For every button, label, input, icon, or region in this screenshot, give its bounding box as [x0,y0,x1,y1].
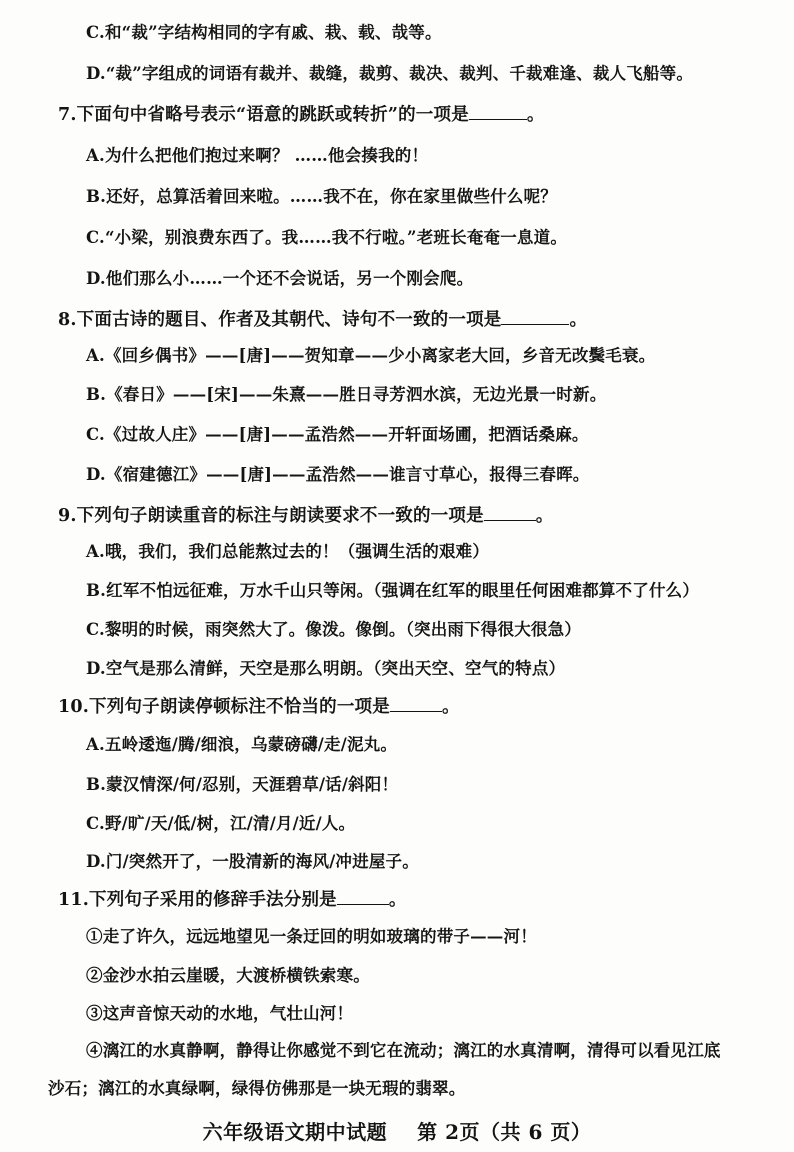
question-stem [58,695,460,718]
footer-title: 六年级语文期中试题 [202,1120,388,1144]
answer-line [86,384,606,406]
line-text: 9.下列句子朗读重音的标注与朗读要求不一致的一项是 [58,506,484,526]
line-text: D.他们那么小……一个还不会说话，另一个刚会爬。 [86,269,474,288]
answer-line [86,1003,353,1025]
line-text: ①走了许久，远远地望见一条迂回的明如玻璃的带子——河！ [86,927,537,946]
line-text: D.空气是那么清鲜，天空是那么明朗。（突出天空、空气的特点） [86,659,566,678]
line-text: D.“裁”字组成的词语有裁并、裁缝，裁剪、裁决、裁判、千裁难逢、裁人飞船等。 [86,64,694,83]
answer-line [86,424,589,446]
answer-line [86,63,693,85]
line-text: B.蒙汉情深/何/忍别，天涯碧草/话/斜阳！ [86,775,399,794]
page-footer [0,1116,794,1145]
answer-line [86,658,565,680]
line-text: A.哦，我们，我们总能熬过去的！（强调生活的艰难） [86,542,490,561]
answer-line [86,345,655,367]
answer-blank[interactable] [484,504,536,521]
line-text: B.还好，总算活着回来啦。……我不在，你在家里做些什么呢？ [86,187,557,206]
line-text: 11.下列句子采用的修辞手法分别是 [58,890,337,910]
line-text: B.红军不怕远征难，万水千山只等闲。（强调在红军的眼里任何困难都算不了什么） [86,581,700,600]
answer-line [86,186,557,208]
answer-line [86,145,428,167]
answer-line [86,619,581,641]
line-text: ④漓江的水真静啊，静得让你感觉不到它在流动；漓江的水真清啊，清得可以看见江底 [86,1041,721,1060]
answer-line [86,268,473,290]
question-stem [58,888,407,911]
line-tail: 。 [569,310,588,330]
answer-line [86,813,355,835]
line-text: 10.下列句子朗读停顿标注不恰当的一项是 [58,697,390,717]
answer-blank[interactable] [469,103,527,120]
answer-line [86,926,537,948]
answer-line [86,774,398,796]
answer-line [86,580,699,602]
answer-blank[interactable] [390,695,442,712]
answer-line [86,541,489,563]
line-text: D.《宿建德江》——[唐]——孟浩然——谁言寸草心，报得三春晖。 [86,465,590,484]
line-text: B.《春日》——[宋]——朱熹——胜日寻芳泗水滨，无边光景一时新。 [86,385,607,404]
line-text: C.和“裁”字结构相同的字有戚、栽、载、哉等。 [86,23,442,42]
line-text: C.野/旷/天/低/树，江/清/月/近/人。 [86,814,356,833]
line-text: A.五岭逶迤/腾/细浪，乌蒙磅礴/走/泥丸。 [86,735,398,754]
answer-line [86,227,567,249]
question-stem [58,308,587,331]
line-text: A.为什么把他们抱过来啊？ ……他会揍我的！ [86,146,429,165]
answer-line [86,851,419,873]
line-text: D.门/突然开了，一股清新的海风/冲进屋子。 [86,852,419,871]
line-tail: 。 [441,697,460,717]
question-stem [58,103,545,126]
line-tail: 。 [388,890,407,910]
line-text: C.《过故人庄》——[唐]——孟浩然——开轩面场圃，把酒话桑麻。 [86,425,589,444]
answer-line [86,1040,721,1062]
answer-line [86,965,370,987]
answer-blank[interactable] [337,888,389,905]
answer-blank[interactable] [501,308,569,325]
footer-page-number: 第 2页（共 6 页） [417,1120,592,1144]
line-text: C.黎明的时候，雨突然大了。像泼。像倒。（突出雨下得很大很急） [86,620,582,639]
answer-line [86,464,589,486]
line-text: 7.下面句中省略号表示“语意的跳跃或转折”的一项是 [58,105,469,125]
line-tail: 。 [526,105,545,125]
line-text: ③这声音惊天动的水地，气壮山河！ [86,1004,354,1023]
answer-line [48,1078,466,1100]
line-text: A.《回乡偶书》——[唐]——贺知章——少小离家老大回，乡音无改鬓毛衰。 [86,346,656,365]
answer-line [86,22,442,44]
answer-line [86,734,397,756]
line-text: 8.下面古诗的题目、作者及其朝代、诗句不一致的一项是 [58,310,502,330]
line-text: 沙石；漓江的水真绿啊，绿得仿佛那是一块无瑕的翡翠。 [48,1079,466,1098]
question-stem [58,504,553,527]
line-text: C.“小梁，别浪费东西了。我……我不行啦。”老班长奄奄一息道。 [86,228,568,247]
line-tail: 。 [535,506,554,526]
line-text: ②金沙水拍云崖暖，大渡桥横铁索寒。 [86,966,370,985]
